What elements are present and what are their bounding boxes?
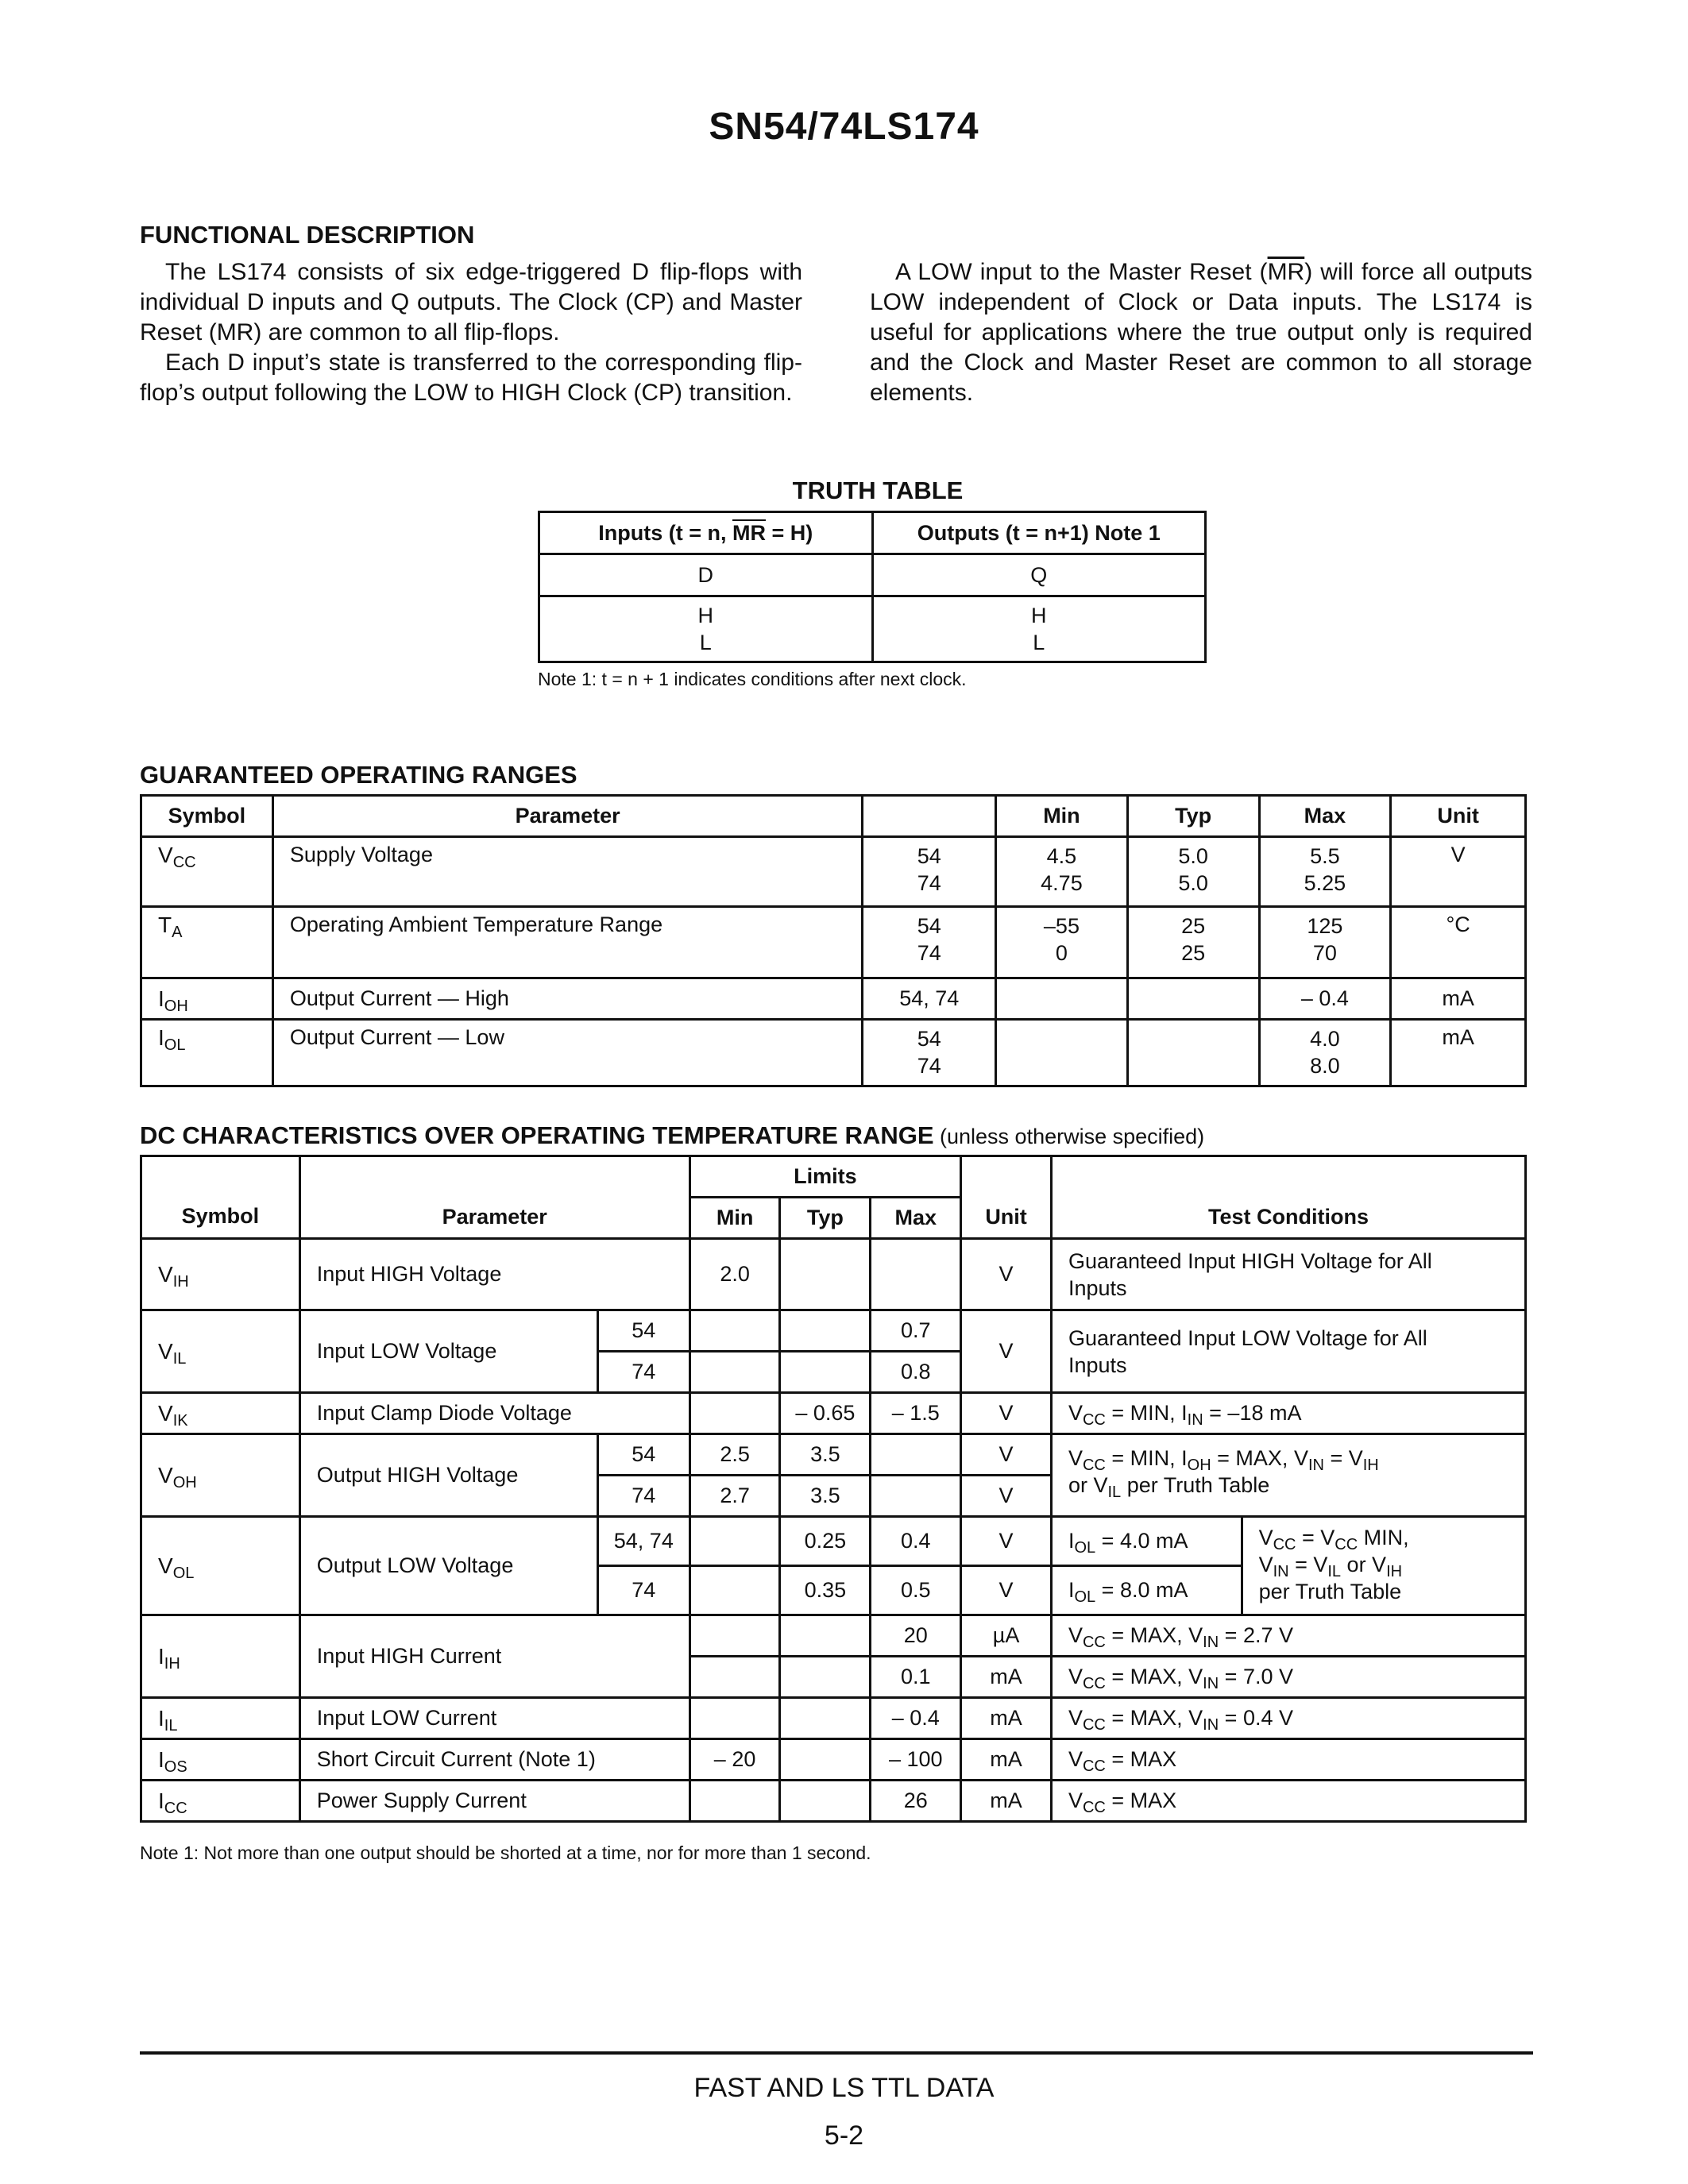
dc-max: 26 — [871, 1781, 961, 1822]
gor-unit: mA — [1391, 978, 1526, 1020]
dc-symbol-vik: $V_{IK}$ — [141, 1393, 300, 1434]
dc-max: 20 — [871, 1615, 961, 1657]
gor-unit: °C — [1391, 907, 1526, 978]
table-row — [141, 1020, 1526, 1086]
truth-table — [538, 511, 1207, 663]
dc-unit: V — [961, 1517, 1052, 1566]
gor-parameter: Output Current — Low — [272, 1020, 863, 1086]
dc-header-unit: Unit — [961, 1156, 1052, 1239]
functional-paragraph-3: A LOW input to the Master Reset $(\overline{MR})$ will force all outputs LOW independent of Clock or Data inputs. The LS174 is useful for applications where the true output only is required and the Clock and Master Reset are common to all storage elements. — [870, 259, 1533, 406]
dc-test-conditions: $V_{CC}$ = MIN, $I_{OH}$ = MAX, $V_{IN} = V_{IH}$ or $V_{IL}$ per Truth Table — [1051, 1434, 1525, 1517]
dc-header-max: Max — [871, 1198, 961, 1239]
dc-max: 0.8 — [871, 1352, 961, 1393]
table-row — [141, 1698, 1526, 1739]
dc-device: 74 — [597, 1476, 689, 1517]
dc-typ: 3.5 — [780, 1434, 871, 1476]
functional-paragraph-1: The LS174 consists of six edge-triggered D flip-flops with individual D inputs and Q outputs. The Clock (CP) and Master Reset (MR) are common to all flip-flops. — [140, 259, 802, 345]
dc-header-min: Min — [689, 1198, 780, 1239]
dc-test-conditions: $V_{CC}$ = MAX, $V_{IN} = 7.0$ V — [1051, 1657, 1525, 1698]
dc-parameter: Input HIGH Voltage — [299, 1239, 689, 1310]
dc-typ: 0.25 — [780, 1517, 871, 1566]
dc-max: – 0.4 — [871, 1698, 961, 1739]
dc-device: 54 — [597, 1310, 689, 1352]
page-title: SN54/74LS174 — [709, 106, 979, 148]
gor-device: 54 74 — [863, 1020, 996, 1086]
dc-typ: 3.5 — [780, 1476, 871, 1517]
gor-device: 54 74 — [863, 837, 996, 907]
dc-unit: mA — [961, 1781, 1052, 1822]
dc-heading: DC CHARACTERISTICS OVER OPERATING TEMPERATURE RANGE (unless otherwise specified) — [140, 1121, 1205, 1149]
dc-min: 2.0 — [689, 1239, 780, 1310]
dc-test-conditions: $V_{CC} = V_{CC}$ MIN, $V_{IN} = V_{IL}$ or $V_{IH}$ per Truth Table — [1242, 1517, 1525, 1615]
gor-min: –55 0 — [996, 907, 1128, 978]
gor-parameter: Supply Voltage — [272, 837, 863, 907]
dc-unit: V — [961, 1310, 1052, 1393]
dc-test-conditions: Guaranteed Input LOW Voltage for All Inputs — [1051, 1310, 1525, 1393]
gor-max: 125 70 — [1259, 907, 1391, 978]
footer-divider — [140, 2051, 1533, 2055]
dc-test-conditions: $V_{CC}$ = MAX — [1051, 1781, 1525, 1822]
gor-header-symbol: Symbol — [141, 796, 273, 837]
dc-test-conditions: Guaranteed Input HIGH Voltage for All Inputs — [1051, 1239, 1525, 1310]
functional-left-column — [140, 257, 802, 408]
gor-max: 5.5 5.25 — [1259, 837, 1391, 907]
dc-unit: V — [961, 1476, 1052, 1517]
gor-typ — [1127, 978, 1259, 1020]
dc-min: 2.7 — [689, 1476, 780, 1517]
truth-table-note: Note 1: t = n + 1 indicates conditions after next clock. — [538, 669, 967, 689]
page-number: 5-2 — [824, 2120, 864, 2151]
dc-unit: V — [961, 1239, 1052, 1310]
functional-heading: FUNCTIONAL DESCRIPTION — [140, 221, 475, 249]
dc-unit: mA — [961, 1739, 1052, 1781]
dc-unit: µA — [961, 1615, 1052, 1657]
truth-table-heading: TRUTH TABLE — [792, 477, 964, 504]
table-row — [141, 907, 1526, 978]
gor-min — [996, 978, 1128, 1020]
gor-unit: V — [1391, 837, 1526, 907]
table-row — [141, 1434, 1526, 1476]
gor-max: – 0.4 — [1259, 978, 1391, 1020]
gor-table — [140, 794, 1527, 1087]
gor-symbol: $V_{CC}$ — [141, 837, 273, 907]
gor-device: 54 74 — [863, 907, 996, 978]
dc-device: 54 — [597, 1434, 689, 1476]
gor-header-typ: Typ — [1127, 796, 1259, 837]
dc-parameter: Power Supply Current — [299, 1781, 689, 1822]
dc-max: 0.4 — [871, 1517, 961, 1566]
functional-right-column — [870, 257, 1532, 408]
dc-unit: V — [961, 1393, 1052, 1434]
gor-parameter: Operating Ambient Temperature Range — [272, 907, 863, 978]
gor-header-parameter: Parameter — [272, 796, 863, 837]
dc-note: Note 1: Not more than one output should be shorted at a time, nor for more than 1 second. — [140, 1843, 871, 1863]
dc-test-conditions: $V_{CC}$ = MIN, $I_{IN} = -18$ mA — [1051, 1393, 1525, 1434]
table-row — [141, 978, 1526, 1020]
gor-symbol: $I_{OH}$ — [141, 978, 273, 1020]
gor-typ: 25 25 — [1127, 907, 1259, 978]
dc-unit: mA — [961, 1657, 1052, 1698]
truth-table-inputs-header: Inputs (t = n, $\overline{MR} = H$) — [539, 512, 873, 554]
dc-header-parameter: Parameter — [299, 1156, 689, 1239]
dc-symbol-vih: $V_{IH}$ — [141, 1239, 300, 1310]
table-row — [141, 1310, 1526, 1352]
dc-symbol-vil: $V_{IL}$ — [141, 1310, 300, 1393]
dc-parameter: Output HIGH Voltage — [299, 1434, 597, 1517]
footer-title: FAST AND LS TTL DATA — [693, 2073, 995, 2103]
dc-symbol-iih: $I_{IH}$ — [141, 1615, 300, 1698]
dc-test-conditions: $V_{CC}$ = MAX, $V_{IN} = 0.4$ V — [1051, 1698, 1525, 1739]
table-row — [141, 1393, 1526, 1434]
dc-header-symbol: Symbol — [141, 1156, 300, 1239]
dc-unit: V — [961, 1434, 1052, 1476]
gor-parameter: Output Current — High — [272, 978, 863, 1020]
dc-unit: mA — [961, 1698, 1052, 1739]
gor-header-device — [863, 796, 996, 837]
gor-min — [996, 1020, 1128, 1086]
dc-symbol-vol: $V_{OL}$ — [141, 1517, 300, 1615]
dc-device: 74 — [597, 1352, 689, 1393]
dc-parameter: Input LOW Voltage — [299, 1310, 597, 1393]
gor-heading: GUARANTEED OPERATING RANGES — [140, 761, 577, 789]
dc-device: 74 — [597, 1566, 689, 1615]
dc-table — [140, 1155, 1527, 1823]
dc-symbol-voh: $V_{OH}$ — [141, 1434, 300, 1517]
dc-test-condition-iol-8: $I_{OL} = 8.0$ mA — [1051, 1566, 1242, 1615]
gor-unit: mA — [1391, 1020, 1526, 1086]
functional-paragraph-2: Each D input’s state is transferred to the corresponding flip-flop’s output following the LOW to HIGH Clock (CP) transition. — [140, 349, 802, 406]
gor-header-unit: Unit — [1391, 796, 1526, 837]
dc-typ: 0.35 — [780, 1566, 871, 1615]
dc-min: – 20 — [689, 1739, 780, 1781]
dc-test-conditions: $V_{CC}$ = MAX — [1051, 1739, 1525, 1781]
gor-header-max: Max — [1259, 796, 1391, 837]
dc-max: 0.1 — [871, 1657, 961, 1698]
dc-symbol-ios: $I_{OS}$ — [141, 1739, 300, 1781]
dc-header-test: Test Conditions — [1051, 1156, 1525, 1239]
table-row — [141, 1517, 1526, 1566]
table-row — [141, 837, 1526, 907]
dc-device: 54, 74 — [597, 1517, 689, 1566]
dc-test-condition-iol-4: $I_{OL} = 4.0$ mA — [1051, 1517, 1242, 1566]
dc-parameter: Input HIGH Current — [299, 1615, 689, 1698]
gor-max: 4.0 8.0 — [1259, 1020, 1391, 1086]
table-row — [141, 1239, 1526, 1310]
dc-symbol-iil: $I_{IL}$ — [141, 1698, 300, 1739]
gor-symbol: $T_A$ — [141, 907, 273, 978]
dc-typ: – 0.65 — [780, 1393, 871, 1434]
dc-max: – 100 — [871, 1739, 961, 1781]
dc-parameter: Input LOW Current — [299, 1698, 689, 1739]
table-row — [141, 1739, 1526, 1781]
gor-typ: 5.0 5.0 — [1127, 837, 1259, 907]
truth-table-col-d: D — [539, 554, 873, 596]
gor-min: 4.5 4.75 — [996, 837, 1128, 907]
dc-max: 0.7 — [871, 1310, 961, 1352]
dc-symbol-icc: $I_{CC}$ — [141, 1781, 300, 1822]
table-row — [141, 1615, 1526, 1657]
dc-unit: V — [961, 1566, 1052, 1615]
dc-max: – 1.5 — [871, 1393, 961, 1434]
dc-parameter: Output LOW Voltage — [299, 1517, 597, 1615]
truth-table-outputs-header: Outputs (t = n+1) Note 1 — [872, 512, 1206, 554]
truth-table-d-values: H L — [539, 596, 873, 662]
dc-parameter: Input Clamp Diode Voltage — [299, 1393, 689, 1434]
truth-table-q-values: H L — [872, 596, 1206, 662]
dc-test-conditions: $V_{CC}$ = MAX, $V_{IN} = 2.7$ V — [1051, 1615, 1525, 1657]
table-row — [141, 1781, 1526, 1822]
gor-typ — [1127, 1020, 1259, 1086]
gor-header-min: Min — [996, 796, 1128, 837]
gor-device: 54, 74 — [863, 978, 996, 1020]
gor-symbol: $I_{OL}$ — [141, 1020, 273, 1086]
dc-max: 0.5 — [871, 1566, 961, 1615]
dc-parameter: Short Circuit Current (Note 1) — [299, 1739, 689, 1781]
dc-header-typ: Typ — [780, 1198, 871, 1239]
truth-table-col-q: Q — [872, 554, 1206, 596]
dc-header-limits: Limits — [689, 1156, 960, 1198]
dc-min: 2.5 — [689, 1434, 780, 1476]
